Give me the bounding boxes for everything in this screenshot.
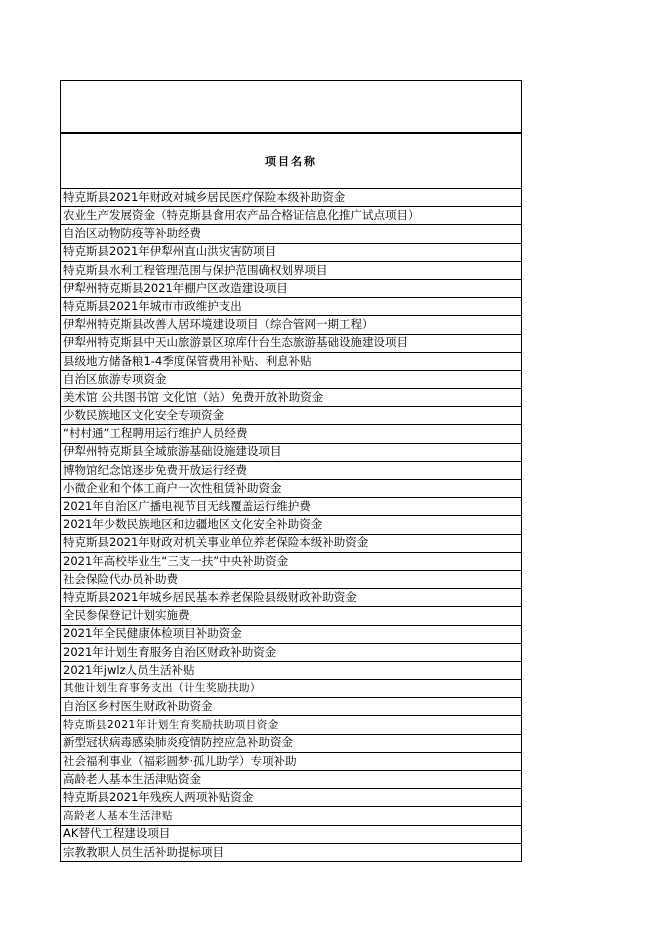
project-name-cell: 伊犁州特克斯县2021年棚户区改造建设项目 xyxy=(63,280,288,295)
project-name-cell: 2021年少数民族地区和边疆地区文化安全补助资金 xyxy=(63,517,323,532)
table-row[interactable] xyxy=(61,425,521,443)
table-body xyxy=(61,189,521,862)
table-row[interactable] xyxy=(61,589,521,607)
project-name-cell: 自治区乡村医生财政补助资金 xyxy=(63,699,213,714)
table-row[interactable] xyxy=(61,662,521,680)
project-name-cell: 小微企业和个体工商户一次性租赁补助资金 xyxy=(63,480,282,495)
project-name-cell: 特克斯县2021年财政对城乡居民医疗保险本级补助资金 xyxy=(63,189,346,204)
project-name-cell: 2021年全民健康体检项目补助资金 xyxy=(63,626,242,641)
project-name-cell: 县级地方储备粮1-4季度保管费用补贴、利息补贴 xyxy=(63,353,312,368)
project-name-cell: 全民参保登记计划实施费 xyxy=(63,608,190,623)
project-name-cell: 新型冠状病毒感染肺炎疫情防控应急补助资金 xyxy=(63,735,293,750)
project-name-cell: 社会保险代办员补助费 xyxy=(63,571,178,586)
table-row[interactable] xyxy=(61,571,521,589)
table-row[interactable] xyxy=(61,480,521,498)
table-row[interactable] xyxy=(61,807,521,825)
table-row[interactable] xyxy=(61,698,521,716)
project-name-cell: 伊犁州特克斯县中天山旅游景区琼库什台生态旅游基础设施建设项目 xyxy=(63,335,408,350)
project-name-cell: 特克斯县2021年残疾人两项补贴资金 xyxy=(63,790,254,805)
table-row[interactable] xyxy=(61,335,521,353)
project-name-cell: 特克斯县2021年财政对机关事业单位养老保险本级补助资金 xyxy=(63,535,369,550)
project-name-cell: 高龄老人基本生活津贴资金 xyxy=(63,771,201,786)
project-name-cell: 社会福利事业（福彩圆梦·孤儿助学）专项补助 xyxy=(63,753,297,768)
project-name-cell: 宗教教职人员生活补助提标项目 xyxy=(63,844,224,859)
project-name-cell: 2021年jwlz人员生活补贴 xyxy=(63,662,195,677)
project-name-cell: 自治区动物防疫等补助经费 xyxy=(63,226,201,241)
table-row[interactable] xyxy=(61,735,521,753)
spreadsheet-table xyxy=(60,80,522,862)
table-row[interactable] xyxy=(61,353,521,371)
table-row[interactable] xyxy=(61,189,521,207)
table-row[interactable] xyxy=(61,771,521,789)
table-row[interactable] xyxy=(61,626,521,644)
project-name-cell: AK替代工程建设项目 xyxy=(63,826,171,841)
table-row[interactable] xyxy=(61,225,521,243)
project-name-cell: 特克斯县2021年城乡居民基本养老保险县级财政补助资金 xyxy=(63,589,357,604)
table-row[interactable] xyxy=(61,298,521,316)
table-row[interactable] xyxy=(61,680,521,698)
table-row[interactable] xyxy=(61,789,521,807)
table-row[interactable] xyxy=(61,516,521,534)
table-row[interactable] xyxy=(61,498,521,516)
table-title-row xyxy=(61,80,521,134)
project-name-cell: 农业生产发展资金（特克斯县食用农产品合格证信息化推广试点项目） xyxy=(63,208,420,223)
project-name-cell: 2021年高校毕业生“三支一扶”中央补助资金 xyxy=(63,553,289,568)
table-row[interactable] xyxy=(61,316,521,334)
table-row[interactable] xyxy=(61,407,521,425)
table-row[interactable] xyxy=(61,244,521,262)
project-name-cell: 美术馆 公共图书馆 文化馆（站）免费开放补助资金 xyxy=(63,389,324,404)
project-name-cell: 伊犁州特克斯县全域旅游基础设施建设项目 xyxy=(63,444,282,459)
table-row[interactable] xyxy=(61,844,521,862)
column-header-label: 项目名称 xyxy=(265,155,317,168)
project-name-cell: 特克斯县2021年计划生育奖励扶助项目资金 xyxy=(63,718,279,731)
table-row[interactable] xyxy=(61,207,521,225)
project-name-cell: 特克斯县2021年伊犁州直山洪灾害防项目 xyxy=(63,244,277,259)
project-name-cell: 伊犁州特克斯县改善人居环境建设项目（综合管网一期工程） xyxy=(63,317,374,332)
table-row[interactable] xyxy=(61,553,521,571)
project-name-cell: 高龄老人基本生活津贴 xyxy=(63,809,173,822)
table-row[interactable] xyxy=(61,716,521,734)
project-name-cell: 2021年计划生育服务自治区财政补助资金 xyxy=(63,644,277,659)
table-row[interactable] xyxy=(61,644,521,662)
table-row[interactable] xyxy=(61,371,521,389)
table-row[interactable] xyxy=(61,753,521,771)
project-name-cell: 博物馆纪念馆逐步免费开放运行经费 xyxy=(63,462,247,477)
project-name-cell: 少数民族地区文化安全专项资金 xyxy=(63,408,224,423)
project-name-cell: “村村通”工程聘用运行维护人员经费 xyxy=(63,426,248,441)
table-row[interactable] xyxy=(61,462,521,480)
project-name-cell: 自治区旅游专项资金 xyxy=(63,371,167,386)
table-row[interactable] xyxy=(61,535,521,553)
column-header-project-name[interactable] xyxy=(61,134,521,189)
project-name-cell: 特克斯县水利工程管理范围与保护范围确权划界项目 xyxy=(63,262,328,277)
project-name-cell: 特克斯县2021年城市市政维护支出 xyxy=(63,298,242,313)
table-row[interactable] xyxy=(61,826,521,844)
table-row[interactable] xyxy=(61,607,521,625)
project-name-cell: 2021年自治区广播电视节目无线覆盖运行维护费 xyxy=(63,499,311,514)
table-row[interactable] xyxy=(61,280,521,298)
table-row[interactable] xyxy=(61,262,521,280)
table-row[interactable] xyxy=(61,389,521,407)
project-name-cell: 其他计划生育事务支出（计生奖励扶助） xyxy=(63,682,261,695)
table-row[interactable] xyxy=(61,444,521,462)
